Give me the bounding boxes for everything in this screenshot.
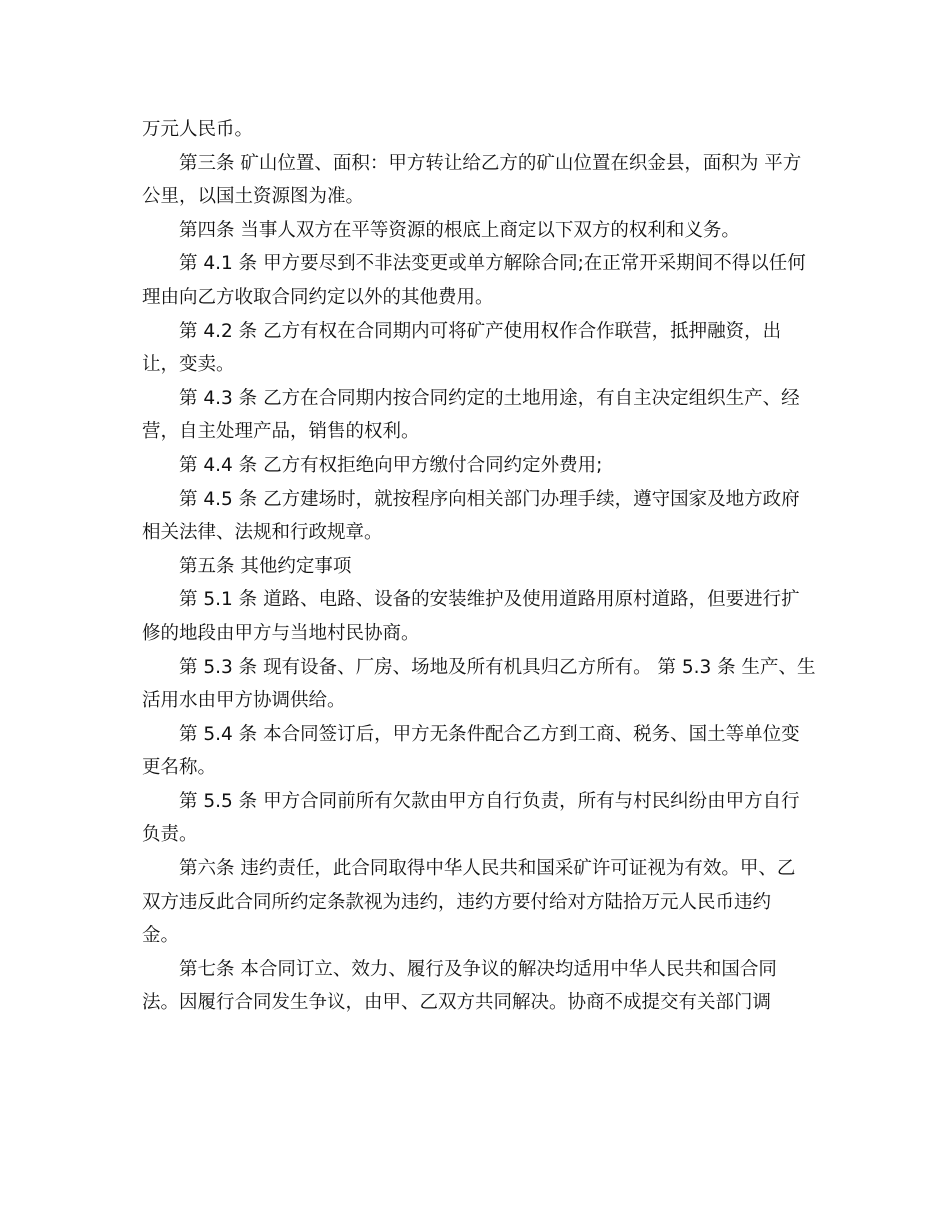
text-line: 第 4.4 条 乙方有权拒绝向甲方缴付合同约定外费用; [179, 454, 603, 476]
text-line: 公里，以国土资源图为准。 [142, 186, 365, 208]
text-line: 第 4.5 条 乙方建场时，就按程序向相关部门办理手续，遵守国家及地方政府 [179, 488, 800, 510]
text-line: 负责。 [142, 824, 198, 846]
text-line: 第 4.2 条 乙方有权在合同期内可将矿产使用权作合作联营，抵押融资，出 [179, 320, 782, 342]
text-line: 第 5.5 条 甲方合同前所有欠款由甲方自行负责，所有与村民纠纷由甲方自行 [179, 790, 800, 812]
text-line: 第 4.1 条 甲方要尽到不非法变更或单方解除合同;在正常开采期间不得以任何 [179, 253, 806, 275]
text-line: 营，自主处理产品，销售的权利。 [142, 421, 420, 443]
text-line: 修的地段由甲方与当地村民协商。 [142, 622, 420, 644]
text-line: 第 5.3 条 现有设备、厂房、场地及所有机具归乙方所有。 第 5.3 条 生产、生 [179, 656, 816, 678]
text-line: 让，变卖。 [142, 354, 235, 376]
text-line: 第 4.3 条 乙方在合同期内按合同约定的土地用途，有自主决定组织生产、经 [179, 387, 800, 409]
document-body [142, 113, 816, 1020]
text-line: 法。因履行合同发生争议，由甲、乙双方共同解决。协商不成提交有关部门调 [142, 992, 772, 1014]
text-line: 第五条 其他约定事项 [179, 555, 352, 577]
text-line: 第 5.1 条 道路、电路、设备的安装维护及使用道路用原村道路，但要进行扩 [179, 589, 800, 611]
text-line: 更名称。 [142, 757, 217, 779]
text-line: 第七条 本合同订立、效力、履行及争议的解决均适用中华人民共和国合同 [179, 958, 777, 980]
text-line: 第六条 违约责任，此合同取得中华人民共和国采矿许可证视为有效。甲、乙 [179, 858, 796, 880]
text-line: 第 5.4 条 本合同签订后，甲方无条件配合乙方到工商、税务、国土等单位变 [179, 723, 800, 745]
text-line: 第四条 当事人双方在平等资源的根底上商定以下双方的权利和义务。 [179, 219, 740, 241]
text-line: 万元人民币。 [142, 119, 254, 140]
text-line: 双方违反此合同所约定条款视为违约，违约方要付给对方陆拾万元人民币违约 [142, 891, 772, 913]
text-line: 第三条 矿山位置、面积：甲方转让给乙方的矿山位置在织金县，面积为 平方 [179, 152, 802, 174]
text-line: 金。 [142, 925, 180, 947]
text-line: 理由向乙方收取合同约定以外的其他费用。 [142, 286, 494, 308]
text-line: 相关法律、法规和行政规章。 [142, 522, 383, 544]
text-line: 活用水由甲方协调供给。 [142, 690, 346, 712]
